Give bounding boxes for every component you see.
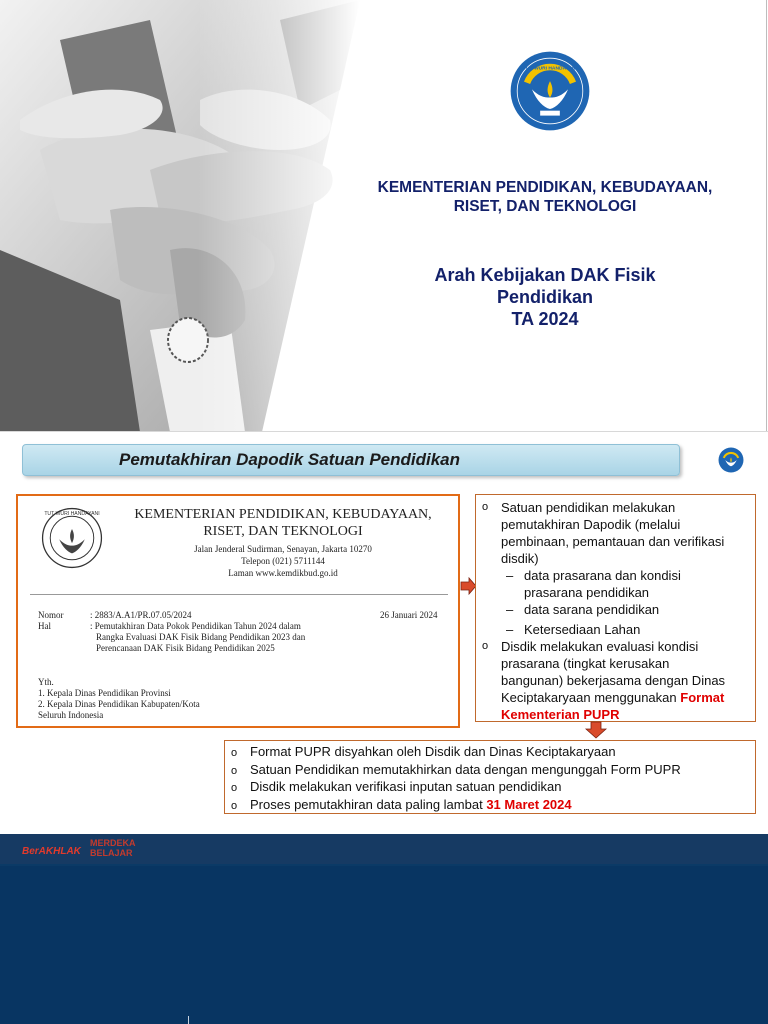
step1-line1: Satuan pendidikan melakukan [501, 500, 676, 515]
slide-edge-line [766, 0, 767, 432]
dash-marker: – [506, 568, 514, 583]
tut-wuri-handayani-logo [509, 50, 591, 132]
letter-yth: Yth. [38, 677, 54, 687]
pupr-item1-text: Format PUPR disyahkan oleh Disdik dan Dinas Keciptakaryaan [250, 744, 616, 759]
pupr-item4-text: Proses pemutakhiran data paling lambat [250, 796, 483, 812]
merdeka-belajar-logo [90, 838, 136, 858]
bullet-marker: o [231, 747, 238, 759]
letter-recipient3: Seluruh Indonesia [38, 710, 104, 720]
ministry-title-line1: KEMENTERIAN PENDIDIKAN, KEBUDAYAAN, [377, 179, 713, 196]
official-letter-excerpt [16, 494, 460, 728]
step2-format-highlight: Format [680, 690, 725, 705]
letterhead-phone: Telepon (021) 5711144 [241, 556, 325, 566]
arrow-right-icon [460, 578, 476, 594]
hal-label: Hal [38, 621, 51, 631]
bullet-marker: o [231, 782, 238, 794]
cover-slide [0, 0, 768, 432]
dash-marker: – [506, 602, 514, 617]
bullet-marker: o [482, 640, 489, 652]
deadline-date: 31 Maret 2024 [486, 796, 572, 812]
letter-seal-icon [40, 506, 104, 570]
letterhead-line1: KEMENTERIAN PENDIDIKAN, KEBUDAYAAN, [134, 507, 432, 522]
bullet-marker: o [231, 764, 238, 777]
letter-seal-text: TUT WURI HANDAYANI [44, 510, 100, 517]
nomor-value: : 2883/A.A1/PR.07.05/2024 [90, 610, 192, 620]
sub-item1-line2: prasarana pendidikan [524, 585, 650, 600]
stacked-hands-photo [0, 0, 360, 432]
step2-line2: prasarana (tingkat kerusakan [501, 656, 670, 671]
sub-item3: Ketersediaan Lahan [524, 622, 641, 637]
hal-line2: Rangka Evaluasi DAK Fisik Bidang Pendidikan 2023 dan [96, 632, 306, 642]
step1-line2: pemutakhiran Dapodik (melalui [501, 517, 681, 532]
cover-title-line3: TA 2024 [511, 309, 579, 329]
bullet-marker: o [231, 799, 238, 812]
cover-title-line2: Pendidikan [496, 287, 594, 307]
step2-line4 [501, 689, 753, 706]
step2-line4-text: Keciptakaryaan menggunakan [501, 690, 677, 705]
dash-marker: – [506, 622, 514, 637]
pupr-item2-text: Satuan Pendidikan memutakhirkan data dengan mengunggah Form PUPR [250, 761, 681, 777]
step2-line1: Disdik melakukan evaluasi kondisi [501, 639, 699, 654]
bullet-marker: o [482, 501, 489, 513]
dapodik-slide [0, 432, 768, 858]
tut-wuri-handayani-small-logo [718, 447, 744, 473]
step1-line3: pembinaan, pemantauan dan verifikasi [501, 534, 725, 549]
letter-date: 26 Januari 2024 [380, 610, 438, 620]
letterhead-web: Laman www.kemdikbud.go.id [228, 568, 338, 578]
merdeka-logo-line2: BELAJAR [90, 848, 133, 858]
ministry-title [350, 178, 740, 216]
merdeka-logo-line1: MERDEKA [90, 838, 136, 848]
letter-letterhead [118, 506, 448, 579]
hal-line1: : Pemutakhiran Data Pokok Pendidikan Tahun 2024 dalam [90, 621, 301, 631]
slide-footer-bar [0, 834, 768, 866]
letter-recipient2: 2. Kepala Dinas Pendidikan Kabupaten/Kota [38, 699, 200, 709]
blank-navy-slide [0, 866, 768, 1024]
logo-motto-text: TUT WURI HANDAYANI [523, 66, 577, 72]
nomor-label: Nomor [38, 610, 64, 620]
sub-item1-line1: data prasarana dan kondisi [524, 568, 681, 583]
slide-tick-mark [188, 1016, 189, 1024]
berakhlak-logo: BerAKHLAK [22, 846, 81, 857]
pupr-format-box [224, 740, 756, 814]
ministry-title-line2: RISET, DAN TEKNOLOGI [453, 198, 637, 215]
slide-title: Pemutakhiran Dapodik Satuan Pendidikan [119, 450, 461, 469]
cover-title-line1: Arah Kebijakan DAK Fisik [434, 265, 656, 285]
hal-line3: Perencanaan DAK Fisik Bidang Pendidikan 2025 [96, 643, 275, 653]
cover-title [385, 264, 705, 330]
letterhead-address: Jalan Jenderal Sudirman, Senayan, Jakarta 10270 [194, 544, 372, 554]
step1-line4: disdik) [501, 551, 539, 566]
pupr-item3-text: Disdik melakukan verifikasi inputan satuan pendidikan [250, 779, 562, 794]
sub-item2: data sarana pendidikan [524, 602, 660, 617]
step2-line3: bangunan) bekerjasama dengan Dinas [501, 673, 726, 688]
step2-pupr-highlight: Kementerian PUPR [501, 707, 620, 722]
arrow-down-icon [586, 722, 606, 738]
letter-recipient1: 1. Kepala Dinas Pendidikan Provinsi [38, 688, 171, 698]
letterhead-line2: RISET, DAN TEKNOLOGI [203, 524, 363, 539]
letterhead-rule [30, 594, 448, 595]
slide-title-banner [22, 444, 680, 476]
process-steps-box [475, 494, 756, 722]
pupr-item4 [231, 796, 572, 816]
